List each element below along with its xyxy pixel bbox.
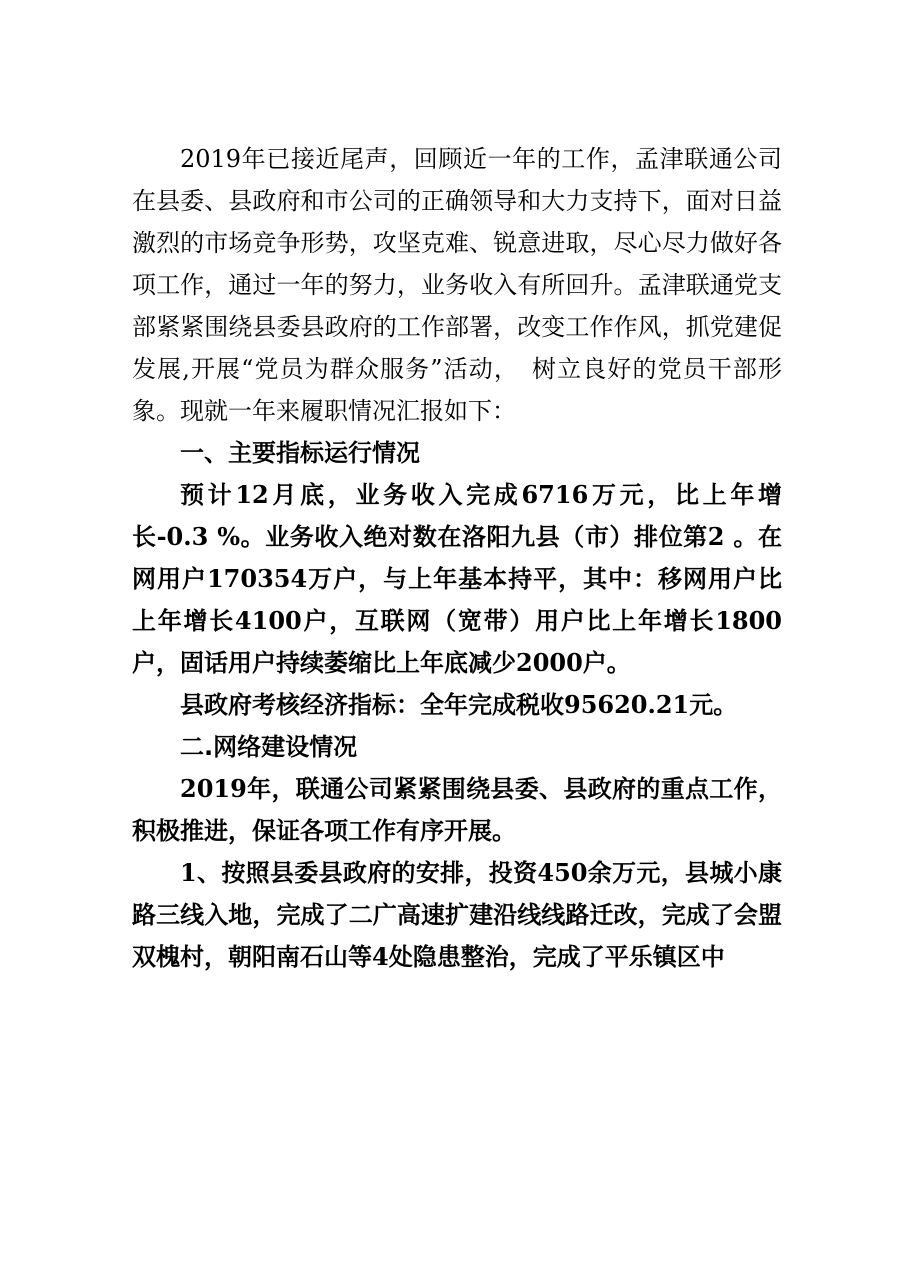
network-item-1-paragraph: 1、按照县委县政府的安排，投资450余万元，县城小康路三线入地，完成了二广高速扩建沿线线路迁改，完成了会盟双槐村，朝阳南石山等4处隐患整治，完成了平乐镇区中: [132, 858, 782, 971]
section-heading-main-indicators: 一、主要指标运行情况: [180, 439, 420, 467]
document-body: [132, 138, 782, 978]
network-intro-paragraph: 2019年，联通公司紧紧围绕县委、县政府的重点工作，积极推进，保证各项工作有序开展。: [132, 774, 782, 845]
indicators-paragraph: 预计12月底，业务收入完成6716万元，比上年增长-0.3 %。业务收入绝对数在洛阳九县（市）排位第2 。在网用户170354万户，与上年基本持平，其中：移网用户比上年增长4100户，互联网（宽带）用户比上年增长1800户，固话用户持续萎缩比上年底减少2000户。: [132, 480, 782, 677]
tax-paragraph: 县政府考核经济指标：全年完成税收95620.21元。: [180, 690, 738, 719]
intro-paragraph: 2019年已接近尾声，回顾近一年的工作，孟津联通公司在县委、县政府和市公司的正确领导和大力支持下，面对日益激烈的市场竞争形势，攻坚克难、锐意进取，尽心尽力做好各项工作，通过一年的努力，业务收入有所回升。孟津联通党支部紧紧围绕县委县政府的工作部署，改变工作作风，抓党建促发展,开展“党员为群众服务”活动， 树立良好的党员干部形象。现就一年来履职情况汇报如下：: [132, 145, 782, 425]
section-heading-network: 二.网络建设情况: [180, 733, 358, 761]
